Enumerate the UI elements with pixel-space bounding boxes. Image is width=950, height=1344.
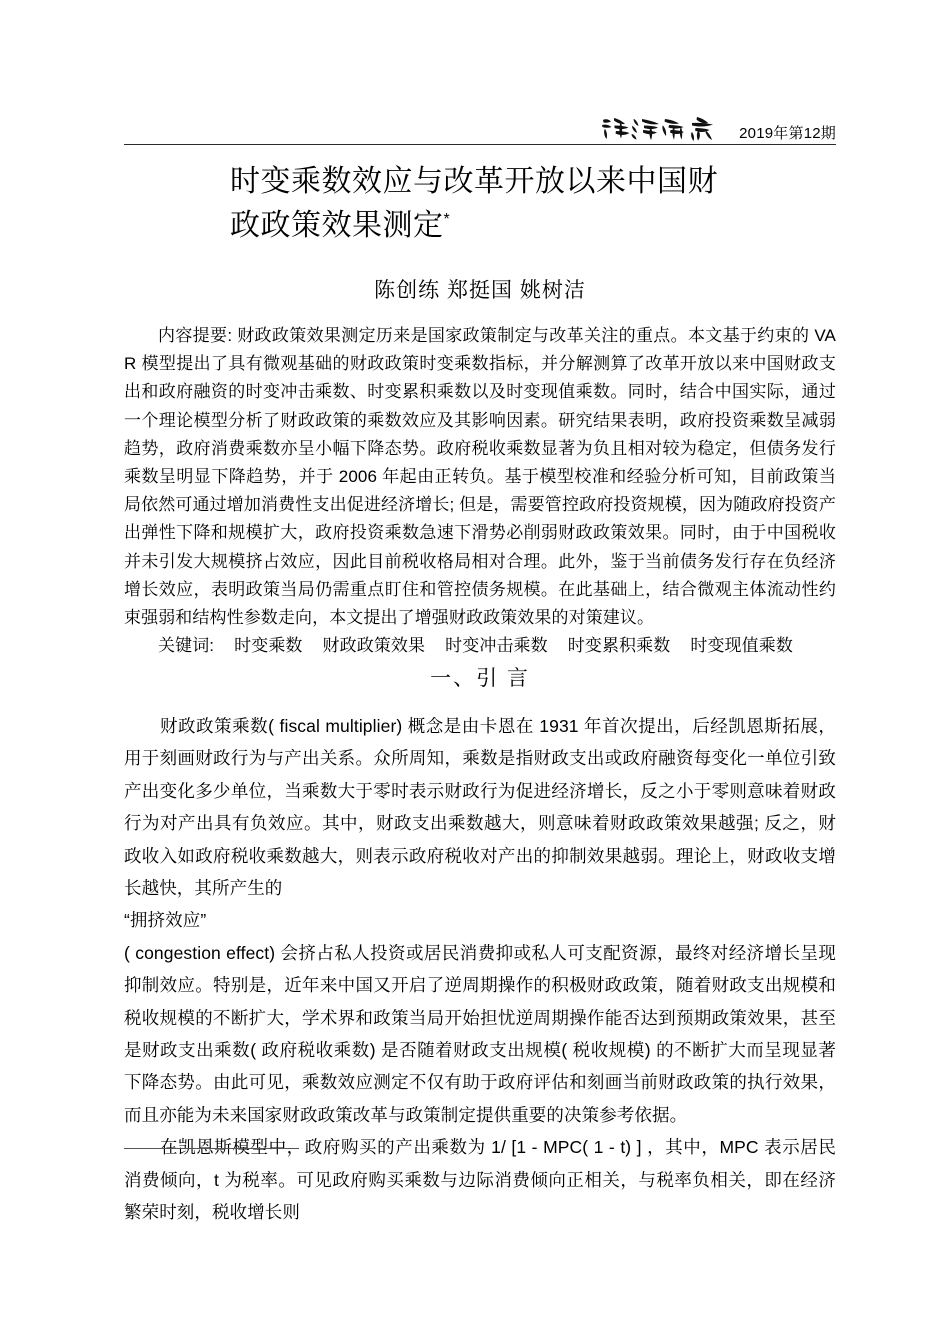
- keyword-item: 时变现值乘数: [690, 636, 793, 656]
- title-footnote-marker: *: [443, 211, 451, 228]
- masthead-divider: [124, 144, 836, 145]
- keywords-label: 关键词:: [158, 636, 215, 656]
- body-paragraph-1-orphan: “拥挤效应”: [124, 910, 207, 931]
- masthead: [124, 100, 836, 145]
- title-line-2: 策效果测定: [291, 209, 444, 242]
- body-text: [124, 710, 836, 1229]
- keyword-item: 时变冲击乘数: [445, 636, 548, 656]
- keywords-line: [124, 632, 836, 660]
- title-block: [124, 160, 836, 248]
- keyword-item: 财政政策效果: [322, 636, 426, 656]
- keyword-item: 时变乘数: [234, 636, 303, 656]
- abstract-text: 内容提要: 财政政策效果测定历来是国家政策制定与改革关注的重点。本文基于约束的 VA R 模型提出了具有微观基础的财政政策时变乘数指标，并分解测算了改革开放以来中国财政支出和政府融资的时变冲击乘数、时变累积乘数以及时变现值乘数。同时，结合中国实际，通过一个理论模型分析了财政政策的乘数效应及其影响因素。研究结果表明，政府投资乘数呈减弱趋势，政府消费乘数亦呈小幅下降态势。政府税收乘数显著为负且相对较为稳定，但债务发行乘数呈明显下降趋势，并于 2006 年起由正转负。基于模型校准和经验分析可知，目前政策当局依然可通过增加消费性支出促进经济增长; 但是，需要管控政府投资规模，因为随政府投资产出弹性下降和规模扩大，政府投资乘数急速下滑势必削弱财政政策效果。同时，由于中国税收并未引发大规模挤占效应，因此目前税收格局相对合理。此外，鉴于当前债务发行存在负经济增长效应，表明政策当局仍需重点盯住和管控债务规模。在此基础上，结合微观主体流动性约束强弱和结构性参数走向，本文提出了增强财政政策效果的对策建议。: [124, 326, 836, 628]
- footnote-divider: [124, 1148, 299, 1149]
- issue-label: 2019年第12期: [739, 125, 836, 142]
- title-line-1: 时变乘数效应与改革开放以来中国财政政: [230, 165, 718, 242]
- journal-logo-calligraphy-icon: [599, 112, 735, 142]
- body-paragraph-1: 财政政策乘数( fiscal multiplier) 概念是由卡恩在 1931 年首次提出，后经凯恩斯拓展，用于刻画财政行为与产出关系。众所周知，乘数是指财政支出或政府融资每变化一单位引致产出变化多少单位，当乘数大于零时表示财政行为促进经济增长，反之小于零则意味着财政行为对产出具有负效应。其中，财政支出乘数越大，则意味着财政政策效果越强; 反之，财政收入如政府税收乘数越大，则表示政府税收对产出的抑制效果越弱。理论上，财政收支增长越快，其所产生的: [124, 716, 836, 899]
- body-paragraph-1-continued: ( congestion effect) 会挤占私人投资或居民消费抑或私人可支配资源，最终对经济增长呈现抑制效应。特别是，近年来中国又开启了逆周期操作的积极财政政策，随着财政支出规模和税收规模的不断扩大，学术界和政策当局开始担忧逆周期操作能否达到预期政策效果，甚至是财政支出乘数( 政府税收乘数) 是否随着财政支出规模( 税收规模) 的不断扩大而呈现显著下降态势。由此可见，乘数效应测定不仅有助于政府评估和刻画当前财政政策的执行效果，而且亦能为未来国家财政政策改革与政策制定提供重要的决策参考依据。: [124, 942, 836, 1125]
- page-title: [230, 160, 730, 248]
- body-paragraph-2: 在凯恩斯模型中，政府购买的产出乘数为 1/ [1 - MPC( 1 - t) ] ，其中，MPC 表示居民消费倾向，t 为税率。可见政府购买乘数与边际消费倾向正相关，与税率负相关，即在经济繁荣时刻，税收增长则: [124, 1137, 836, 1223]
- authors: 陈创练 郑挺国 姚树洁: [374, 279, 586, 302]
- abstract-block: [124, 322, 836, 660]
- masthead-inner: [599, 112, 836, 142]
- section-heading-introduction: 一、引 言: [430, 667, 530, 690]
- keyword-item: 时变累积乘数: [567, 636, 671, 656]
